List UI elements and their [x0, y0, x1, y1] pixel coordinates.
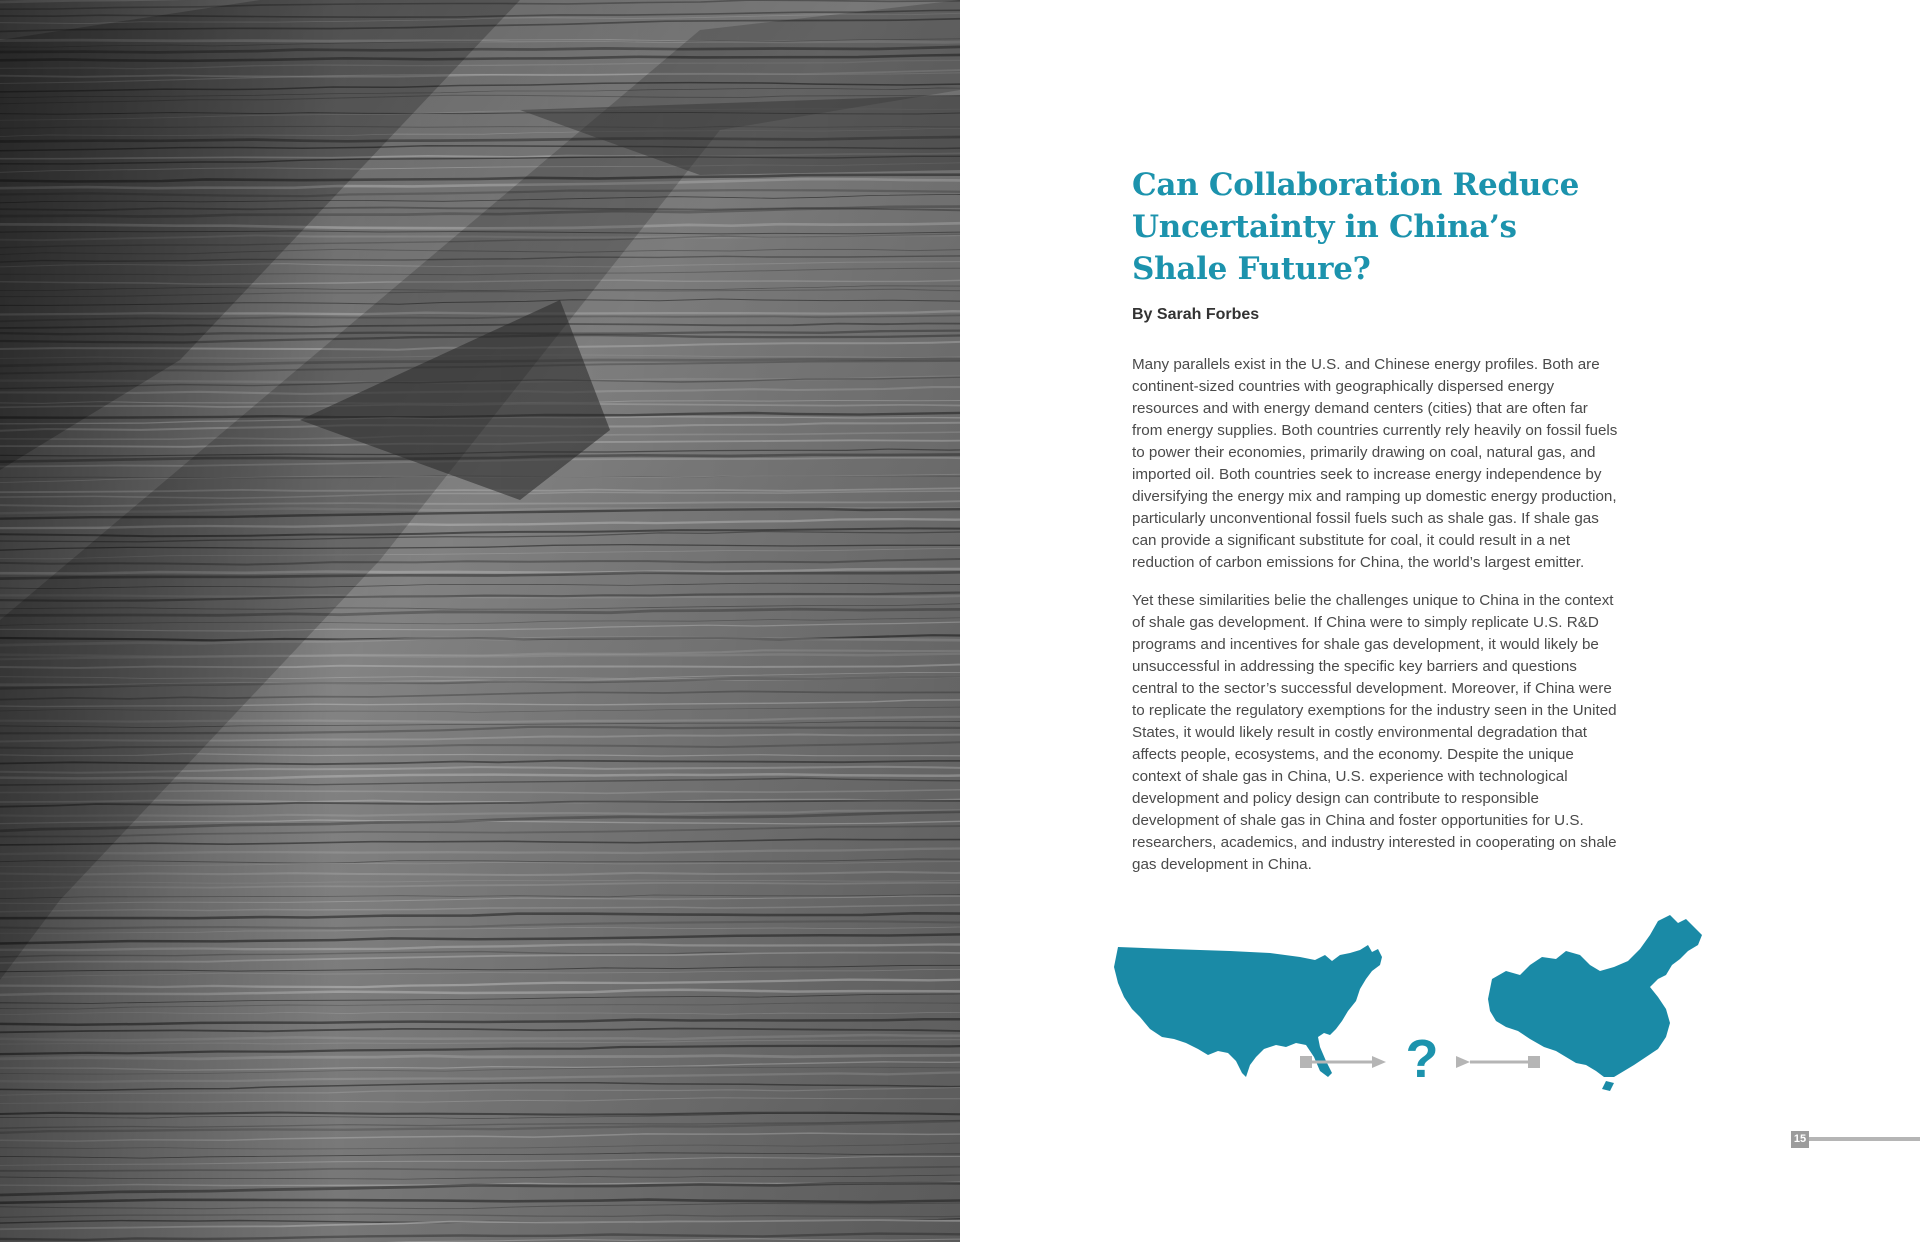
article-byline: By Sarah Forbes	[1132, 306, 1260, 323]
page-number: 15	[1791, 1131, 1809, 1148]
arrow-right-icon	[1372, 1056, 1386, 1068]
article-title: Can Collaboration Reduce Uncertainty in China’s Shale Future?	[1132, 167, 1580, 287]
arrow-left-icon	[1456, 1056, 1470, 1068]
arrow-start-marker	[1300, 1056, 1312, 1068]
question-mark: ?	[1405, 1029, 1439, 1089]
arrow-end-marker	[1528, 1056, 1540, 1068]
page-rule-divider	[1809, 1137, 1920, 1141]
china-map-icon	[1488, 915, 1702, 1077]
united-states-map-icon	[1114, 945, 1382, 1077]
article	[1132, 164, 1622, 876]
us-china-illustration	[1110, 905, 1710, 1095]
article-paragraph: Yet these similarities belie the challenges unique to China in the context of shale gas development. If China were to simply replicate U.S. R&D programs and incentives for shale gas development, it would likely be unsuccessful in addressing the specific key barriers and questions central to the sector’s successful development. Moreover, if China were to replicate the regulatory exemptions for the industry seen in the United States, it would likely result in costly environmental degradation that affects people, ecosystems, and the economy. Despite the unique context of shale gas in China, U.S. experience with technological development and policy design can contribute to responsible development of shale gas in China and foster opportunities for U.S. researchers, academics, and industry interested in cooperating on shale gas development in China.	[1132, 592, 1617, 873]
article-paragraph: Many parallels exist in the U.S. and Chinese energy profiles. Both are continent-sized countries with geographically dispersed energy resources and with energy demand centers (cities) that are often far from energy supplies. Both countries currently rely heavily on fossil fuels to power their economies, primarily drawing on coal, natural gas, and imported oil. Both countries seek to increase energy independence by diversifying the energy mix and ramping up domestic energy production, particularly unconventional fossil fuels such as shale gas. If shale gas can provide a significant substitute for coal, it could result in a net reduction of carbon emissions for China, the world’s largest emitter.	[1132, 356, 1618, 571]
